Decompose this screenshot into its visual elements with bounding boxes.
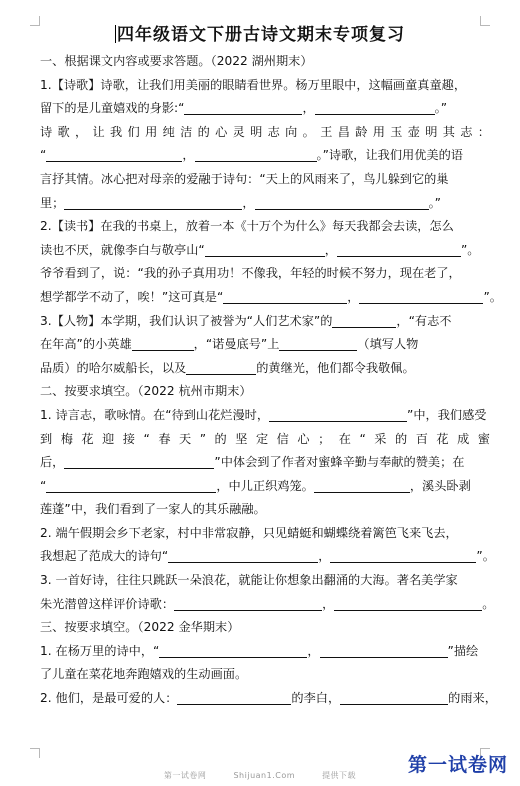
text-run: ”中，我们感受 xyxy=(407,407,487,422)
question-line: 爷爷看到了，说：“我的孙子真用功！不像我，年轻的时候不努力，现在老了， xyxy=(40,266,461,281)
answer-blank[interactable] xyxy=(46,147,182,162)
text-run: 后， xyxy=(40,455,65,470)
text-run: ，溪头卧剥 xyxy=(409,478,471,493)
text-run: 品质）的哈尔威船长，以及 xyxy=(40,360,187,375)
page-title[interactable] xyxy=(0,20,520,45)
question-line: 到梅花迎接“春天”的坚定信心；在“采的百花成蜜 xyxy=(40,431,490,446)
answer-blank[interactable] xyxy=(359,289,483,304)
answer-blank[interactable] xyxy=(132,336,194,351)
answer-blank[interactable] xyxy=(64,454,214,469)
text-run: 。”诗歌，让我们用优美的语 xyxy=(316,148,463,163)
question-line xyxy=(40,97,490,121)
answer-blank[interactable] xyxy=(314,478,410,493)
text-run: 里； xyxy=(40,195,65,210)
text-cursor xyxy=(115,25,116,43)
text-run: ， xyxy=(324,242,337,257)
page-title-text: 四年级语文下册古诗文期末专项复习 xyxy=(117,25,405,45)
section-heading: 二、按要求填空。（2022 杭州市期末） xyxy=(40,384,252,399)
text-run: 读也不厌，就像李白与敬亭山“ xyxy=(40,242,205,257)
question-line: 2.【读书】在我的书桌上，放着一本《十万个为什么》每天我都会去读，怎么 xyxy=(40,219,454,234)
text-run: 1. 诗言志，歌咏情。在“待到山花烂漫时， xyxy=(40,407,270,422)
answer-blank[interactable] xyxy=(320,643,448,658)
footer-site-name: 第一试卷网 xyxy=(163,771,207,780)
answer-blank[interactable] xyxy=(177,690,291,705)
question-line xyxy=(40,357,490,381)
footer-download-text: 提供下载 xyxy=(322,771,357,780)
question-line: 言抒其情。冰心把对母亲的爱融于诗句：“天上的风雨来了，鸟儿躲到它的巢 xyxy=(40,171,449,186)
text-run: ，“诺曼底号”上 xyxy=(193,337,280,352)
brand-watermark: 第一试卷网 xyxy=(407,754,508,776)
text-run: ”中体会到了作者对蜜蜂辛勤与奉献的赞美；在 xyxy=(214,455,465,470)
text-run: 。 xyxy=(482,596,495,611)
answer-blank[interactable] xyxy=(255,195,429,210)
text-run: ，中儿正织鸡笼。 xyxy=(216,478,314,493)
question-line: 诗歌，让我们用纯洁的心灵明志向。王昌龄用玉壶明其志： xyxy=(40,124,490,139)
answer-blank[interactable] xyxy=(340,690,448,705)
question-line xyxy=(40,545,495,569)
section-heading: 一、根据课文内容或要求答题。（2022 湖州期末） xyxy=(40,54,313,68)
question-line xyxy=(40,144,490,168)
text-run: 。” xyxy=(434,101,448,116)
answer-blank[interactable] xyxy=(334,596,482,611)
text-run: ， xyxy=(307,643,320,658)
question-line: 2. 端午假期会乡下老家，村中非常寂静，只见蜻蜓和蝴蝶绕着篱笆飞来飞去， xyxy=(40,525,458,540)
answer-blank[interactable] xyxy=(64,195,242,210)
text-run: 的雨来， xyxy=(448,691,497,706)
footer-site-url[interactable]: Shijuan1.Com xyxy=(233,771,296,780)
text-run: 的李白， xyxy=(291,691,341,706)
question-line xyxy=(40,333,490,357)
text-run: ”。 xyxy=(483,289,502,304)
answer-blank[interactable] xyxy=(186,360,256,375)
question-line xyxy=(40,640,490,664)
text-run: 1. 在杨万里的诗中，“ xyxy=(40,643,160,658)
question-line xyxy=(40,475,490,499)
answer-blank[interactable] xyxy=(337,242,461,257)
question-line xyxy=(40,310,490,334)
question-line: 了儿童在菜花地奔跑嬉戏的生动画面。 xyxy=(40,667,248,682)
answer-blank[interactable] xyxy=(195,147,317,162)
question-line xyxy=(40,687,497,711)
question-line: 莲蓬”中，我们看到了一家人的其乐融融。 xyxy=(40,502,266,517)
text-run: 朱光潜曾这样评价诗歌： xyxy=(40,596,175,611)
question-line xyxy=(40,451,490,475)
text-run: ， xyxy=(322,596,335,611)
answer-blank[interactable] xyxy=(223,289,347,304)
answer-blank[interactable] xyxy=(184,100,302,115)
text-run: ”描绘 xyxy=(447,643,479,658)
text-run: ， xyxy=(182,148,195,163)
text-run: 留下的是儿童嬉戏的身影:“ xyxy=(40,101,185,116)
answer-blank[interactable] xyxy=(279,336,357,351)
question-line xyxy=(40,404,490,428)
question-line xyxy=(40,593,495,617)
text-run: 3.【人物】本学期，我们认识了被誉为“人们艺术家”的 xyxy=(40,313,333,328)
question-line: 3. 一首好诗，往往只跳跃一朵浪花，就能让你想象出翻涌的大海。著名美学家 xyxy=(40,573,458,588)
text-run: 想学都学不动了，唉！”这可真是“ xyxy=(40,289,224,304)
text-run: “ xyxy=(40,148,47,163)
text-run: ， xyxy=(242,195,255,210)
answer-blank[interactable] xyxy=(46,478,216,493)
text-run: 。” xyxy=(428,195,441,210)
text-run: “ xyxy=(40,478,47,493)
corner-mark-bottom-left xyxy=(30,748,40,758)
answer-blank[interactable] xyxy=(205,242,325,257)
question-line xyxy=(40,286,502,310)
section-heading: 三、按要求填空。（2022 金华期末） xyxy=(40,620,240,635)
text-run: 在年高”的小英雄 xyxy=(40,337,132,352)
question-line xyxy=(40,239,490,263)
text-run: （填写人物 xyxy=(357,337,419,352)
answer-blank[interactable] xyxy=(330,548,476,563)
answer-blank[interactable] xyxy=(332,313,396,328)
answer-blank[interactable] xyxy=(315,100,435,115)
answer-blank[interactable] xyxy=(269,407,407,422)
text-run: ， xyxy=(318,549,331,564)
text-run: 2. 他们，是最可爱的人： xyxy=(40,691,178,706)
text-run: 的黄继光，他们都令我敬佩。 xyxy=(256,360,415,375)
answer-blank[interactable] xyxy=(168,548,318,563)
answer-blank[interactable] xyxy=(159,643,307,658)
text-run: ”。 xyxy=(460,242,480,257)
text-run: ”。 xyxy=(476,549,495,564)
answer-blank[interactable] xyxy=(174,596,322,611)
text-run: ， xyxy=(302,101,315,116)
question-line xyxy=(40,192,490,216)
document-body[interactable] xyxy=(40,50,502,711)
text-run: ， xyxy=(347,289,360,304)
text-run: 我想起了范成大的诗句“ xyxy=(40,549,169,564)
text-run: ，“有志不 xyxy=(396,313,452,328)
question-line: 1.【诗歌】诗歌，让我们用美丽的眼睛看世界。杨万里眼中，这幅画童真童趣， xyxy=(40,77,467,92)
